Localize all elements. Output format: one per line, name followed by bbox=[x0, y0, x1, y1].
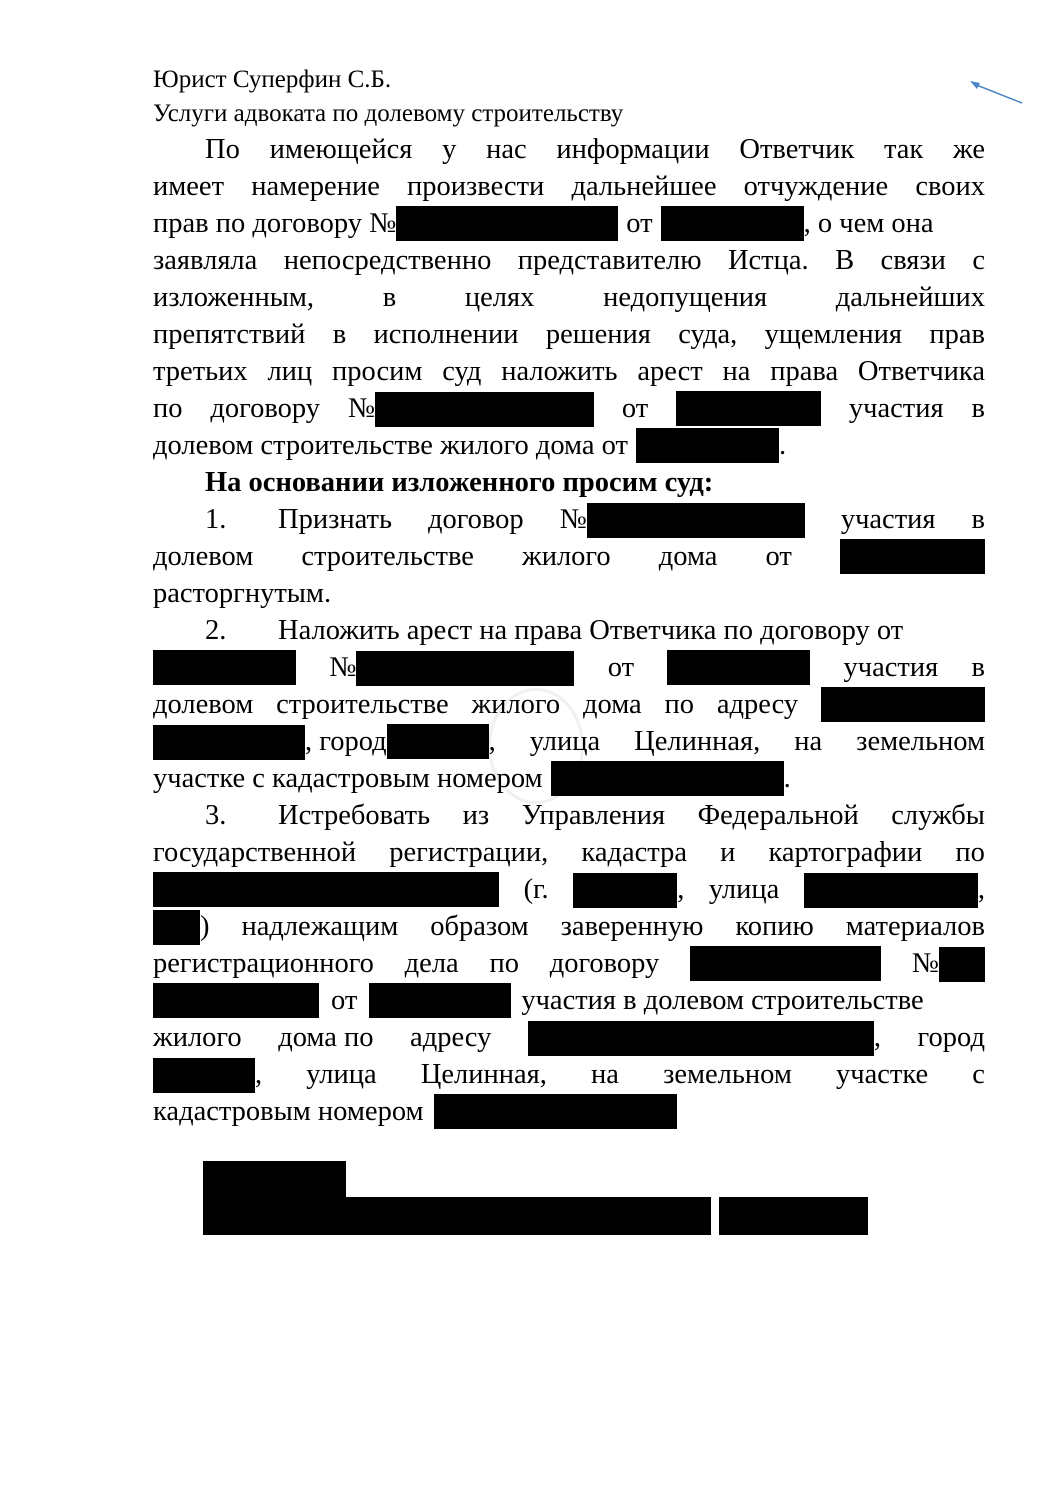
word: договору bbox=[210, 393, 320, 424]
word: изложенным, bbox=[153, 282, 315, 313]
p1-line-3 bbox=[153, 205, 985, 242]
word: дома по bbox=[278, 1022, 374, 1053]
item-number: 3. bbox=[205, 800, 227, 831]
word: ущемления bbox=[764, 319, 902, 350]
word: кадастра bbox=[581, 837, 687, 868]
word: строительстве bbox=[276, 689, 449, 720]
redaction bbox=[821, 687, 985, 722]
word: информации bbox=[556, 134, 710, 165]
word: Истца. bbox=[727, 245, 809, 276]
item3-line-5 bbox=[153, 945, 985, 982]
word: заявляла bbox=[153, 245, 258, 276]
redaction bbox=[939, 947, 985, 982]
word: имеющейся bbox=[269, 134, 413, 165]
item2-line-2 bbox=[153, 649, 985, 686]
word: недопущения bbox=[603, 282, 768, 313]
word: ) bbox=[200, 910, 210, 942]
word: заверенную bbox=[560, 911, 704, 942]
item3-line-2 bbox=[153, 834, 985, 871]
redaction bbox=[636, 428, 779, 463]
word: В bbox=[835, 245, 855, 276]
text: , о чем она bbox=[803, 208, 934, 239]
word: адресу bbox=[716, 689, 799, 720]
word: Целинная, bbox=[420, 1059, 547, 1090]
word: участия bbox=[848, 393, 944, 424]
word: в bbox=[971, 393, 985, 424]
word: Управления bbox=[521, 800, 666, 831]
item-number: 1. bbox=[205, 504, 227, 535]
redaction bbox=[840, 539, 985, 574]
redaction bbox=[551, 761, 784, 796]
word: жилого bbox=[153, 1022, 242, 1053]
redaction bbox=[661, 206, 804, 241]
text: . bbox=[779, 430, 787, 461]
word: связи bbox=[880, 245, 946, 276]
word: № bbox=[911, 947, 939, 979]
annotation-arrow-icon bbox=[966, 74, 1026, 110]
word: земельном bbox=[663, 1059, 792, 1090]
text: кадастровым номером bbox=[153, 1096, 424, 1127]
redaction bbox=[667, 650, 810, 685]
text: участке с кадастровым номером bbox=[153, 763, 543, 794]
p1-line-4 bbox=[153, 242, 985, 279]
signature-redaction bbox=[203, 1197, 711, 1235]
text: долевом строительстве жилого дома от bbox=[153, 430, 628, 461]
request-heading: На основании изложенного просим суд: bbox=[205, 467, 714, 498]
word: Ответчик bbox=[739, 134, 855, 165]
word: дома bbox=[658, 541, 718, 572]
word: , bbox=[677, 873, 685, 905]
word: материалов bbox=[845, 911, 985, 942]
word: в bbox=[971, 652, 985, 683]
service-line: Услуги адвоката по долевому строительству bbox=[153, 100, 624, 127]
word: № bbox=[329, 651, 357, 683]
item3-line-9 bbox=[153, 1093, 985, 1130]
item3-line-7 bbox=[153, 1019, 985, 1056]
word: в bbox=[332, 319, 347, 350]
word: у bbox=[442, 134, 457, 165]
item-number: 2. bbox=[205, 615, 227, 646]
word: с bbox=[972, 245, 985, 276]
word: (г. bbox=[523, 874, 549, 905]
word: целях bbox=[464, 282, 535, 313]
item1-line-1 bbox=[153, 501, 985, 538]
word: и bbox=[720, 837, 736, 868]
word: регистрации, bbox=[389, 837, 549, 868]
item2-line-1 bbox=[153, 612, 985, 649]
p1-line-1 bbox=[153, 131, 985, 168]
word: , bbox=[873, 1021, 881, 1053]
redaction bbox=[375, 392, 594, 427]
p1-line-9 bbox=[153, 427, 985, 464]
word: договор bbox=[427, 504, 524, 535]
word: из bbox=[462, 800, 490, 831]
redaction bbox=[153, 910, 200, 945]
word: представителю bbox=[517, 245, 702, 276]
redaction bbox=[396, 206, 618, 241]
redaction bbox=[676, 391, 821, 426]
word: жилого bbox=[522, 541, 611, 572]
word: в bbox=[382, 282, 397, 313]
signature-redaction bbox=[719, 1197, 868, 1235]
word: договору bbox=[549, 948, 660, 979]
word: долевом bbox=[153, 689, 254, 720]
item3-line-6 bbox=[153, 982, 985, 1019]
p1-line-7 bbox=[153, 353, 985, 390]
word: в bbox=[971, 504, 985, 535]
word: Признать bbox=[278, 504, 392, 535]
word: , bbox=[977, 873, 985, 905]
p1-line-2 bbox=[153, 168, 985, 205]
word: дома bbox=[582, 689, 642, 720]
document-body bbox=[153, 131, 985, 1130]
redaction bbox=[573, 873, 677, 908]
redaction bbox=[153, 725, 305, 760]
word: исполнении bbox=[373, 319, 519, 350]
redaction bbox=[387, 724, 489, 759]
word: дальнейших bbox=[835, 282, 985, 313]
redaction bbox=[153, 872, 499, 907]
text: прав по договору № bbox=[153, 208, 397, 239]
word: № bbox=[559, 503, 587, 535]
word: , bbox=[255, 1058, 263, 1090]
redaction bbox=[153, 1058, 255, 1093]
word: картографии bbox=[768, 837, 923, 868]
word: По bbox=[205, 134, 240, 165]
word: от bbox=[331, 985, 358, 1016]
p1-line-5 bbox=[153, 279, 985, 316]
word: копию bbox=[735, 911, 814, 942]
author-line: Юрист Суперфин С.Б. bbox=[153, 66, 392, 93]
word: долевом bbox=[153, 541, 254, 572]
text: участия в долевом строительстве bbox=[521, 985, 924, 1016]
item3-line-8 bbox=[153, 1056, 985, 1093]
item3-line-1 bbox=[153, 797, 985, 834]
text: третьих лиц просим суд наложить арест на права Ответчика bbox=[153, 356, 985, 387]
word: от bbox=[621, 393, 649, 424]
word: непосредственно bbox=[283, 245, 492, 276]
word: Федеральной bbox=[697, 800, 859, 831]
item1-line-3: расторгнутым. bbox=[153, 578, 332, 609]
word: образом bbox=[430, 911, 529, 942]
redaction bbox=[369, 983, 511, 1018]
redaction bbox=[356, 651, 574, 686]
text: , улица Целинная, на земельном bbox=[488, 726, 985, 757]
word: Истребовать bbox=[278, 800, 431, 831]
text: , город bbox=[305, 725, 387, 757]
word: участке bbox=[836, 1059, 929, 1090]
text: . bbox=[783, 763, 791, 794]
item2-line-4 bbox=[153, 723, 985, 760]
p1-line-8 bbox=[153, 390, 985, 427]
word: надлежащим bbox=[241, 911, 399, 942]
word: по bbox=[955, 837, 985, 868]
word: строительстве bbox=[301, 541, 474, 572]
word: участия bbox=[840, 504, 936, 535]
redaction bbox=[528, 1021, 874, 1056]
item3-line-3 bbox=[153, 871, 985, 908]
word: адресу bbox=[410, 1022, 492, 1053]
word: с bbox=[972, 1059, 985, 1090]
word: решения bbox=[545, 319, 651, 350]
text: от bbox=[626, 208, 653, 239]
word: прав bbox=[929, 319, 985, 350]
word: регистрационного bbox=[153, 948, 374, 979]
text: Наложить арест на права Ответчика по договору от bbox=[278, 615, 904, 646]
redaction bbox=[153, 650, 296, 685]
redaction bbox=[804, 873, 978, 908]
redaction bbox=[690, 946, 881, 981]
redaction bbox=[587, 503, 805, 538]
item2-line-5 bbox=[153, 760, 985, 797]
word: улица bbox=[306, 1059, 377, 1090]
word: на bbox=[591, 1059, 619, 1090]
word: же bbox=[953, 134, 985, 165]
signature-redaction bbox=[203, 1161, 346, 1197]
word: препятствий bbox=[153, 319, 306, 350]
redaction bbox=[434, 1094, 677, 1129]
word: по bbox=[489, 948, 519, 979]
word: по bbox=[664, 689, 695, 720]
word: суда, bbox=[678, 319, 738, 350]
word: улица bbox=[708, 874, 780, 905]
word: нас bbox=[486, 134, 527, 165]
word: жилого bbox=[471, 689, 561, 720]
word: № bbox=[347, 392, 376, 424]
item3-line-4 bbox=[153, 908, 985, 945]
word: от bbox=[607, 652, 635, 683]
text: имеет намерение произвести дальнейшее отчуждение своих bbox=[153, 171, 985, 202]
p1-line-6 bbox=[153, 316, 985, 353]
word: участия bbox=[843, 652, 939, 683]
word: государственной bbox=[153, 837, 357, 868]
word: город bbox=[917, 1022, 985, 1053]
word: от bbox=[765, 541, 792, 572]
redaction bbox=[153, 983, 319, 1018]
word: так bbox=[883, 134, 924, 165]
item2-line-3 bbox=[153, 686, 985, 723]
item1-line-2 bbox=[153, 538, 985, 575]
word: службы bbox=[891, 800, 985, 831]
word: по bbox=[153, 393, 183, 424]
word: дела bbox=[404, 948, 459, 979]
